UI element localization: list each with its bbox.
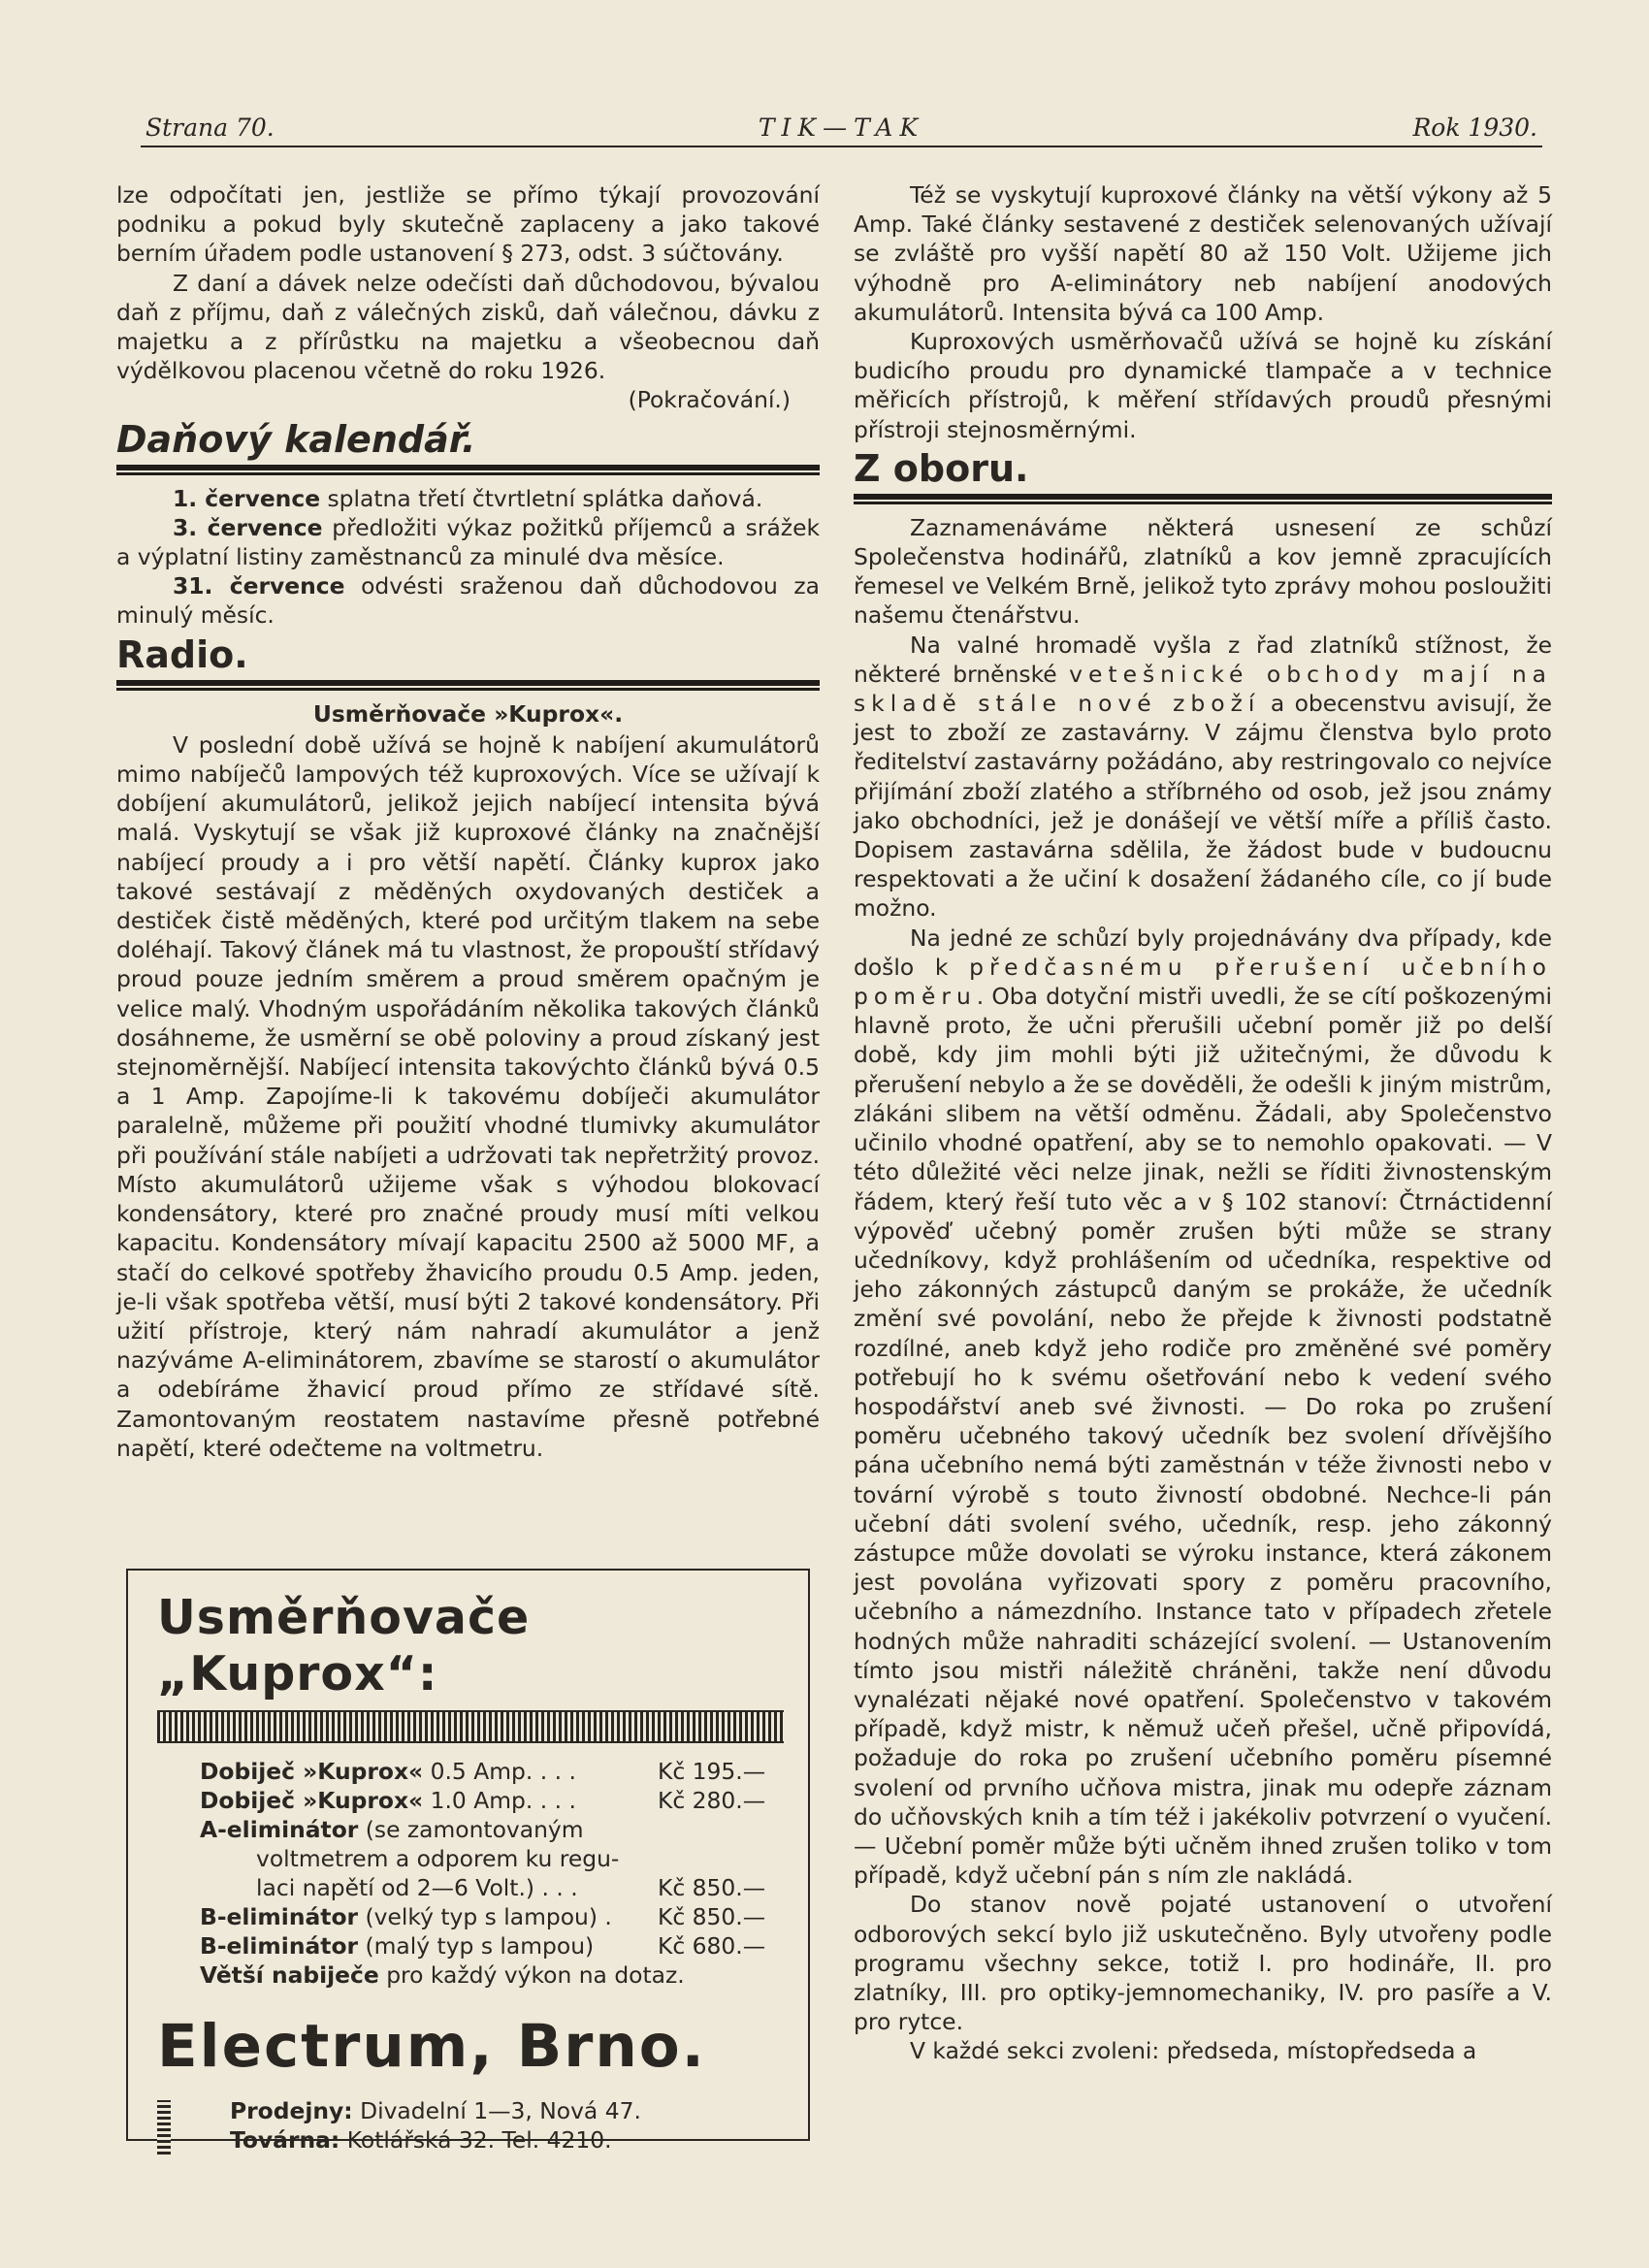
ad-row: [200, 1786, 784, 1815]
intro-paragraph-2: Z daní a dávek nelze odečísti daň důchodovou, bývalou daň z příjmu, daň z válečných zisků, daň válečnou, dávku z majetku a z přírůstku na majetku a všeobecnou daň výdělkovou placenou včetně do roku 1926.: [116, 269, 820, 385]
calendar-date: 31. července: [173, 572, 345, 600]
ad-item-name: Větší nabiječe: [200, 1961, 379, 1989]
ad-item-detail: (velký typ s lampou) .: [358, 1903, 612, 1930]
ad-item-detail: pro každý výkon na dotaz.: [378, 1961, 685, 1989]
text-span: a obecenstvu avisují, že jest to zboží ze zastavárny. V zájmu členstva bylo proto ředitelství zastavárny požádáno, aby restringovalo co nejvíce přijímání zboží zlatého a stříbrného od osob, jež jsou známy jako obchodníci, jež je donášejí ve větší míře a příliš často. Dopisem zastavárna sdělila, že žádost bude v budoucnu respektovati a že učiní k dosažení žádaného cíle, co jí bude možno.: [854, 690, 1552, 923]
ad-factory-address: Kotlářská 32. Tel. 4210.: [346, 2126, 612, 2154]
ad-item-name: B-eliminátor: [200, 1903, 359, 1930]
calendar-text: předložiti výkaz požitků příjemců a srážek a výplatní listiny zaměstnanců za minulé dva měsíce.: [116, 513, 821, 571]
ad-item-price: Kč 280.—: [658, 1787, 766, 1814]
ad-row: [200, 1873, 784, 1902]
page-header: [141, 109, 1542, 147]
emphasis-span: vetešnické obchody mají na skladě stále nové zboží: [854, 660, 1552, 718]
ad-shops-label: Prodejny:: [230, 2097, 353, 2124]
right-column: [854, 180, 1552, 2066]
ad-shops-address: Divadelní 1—3, Nová 47.: [360, 2097, 641, 2124]
ad-row: [200, 1902, 784, 1931]
right-paragraph-4: [854, 631, 1552, 923]
right-paragraph-7: V každé sekci zvoleni: předseda, místopředseda a: [910, 2037, 1477, 2065]
ad-item-price: Kč 850.—: [658, 1874, 766, 1901]
ad-factory: [230, 2125, 784, 2155]
page-number: Strana 70.: [146, 113, 275, 142]
ad-item-price: Kč 850.—: [658, 1903, 766, 1930]
ad-item-detail: (se zamontovaným: [358, 1816, 584, 1843]
ad-company-name: Electrum, Brno.: [157, 2012, 706, 2081]
calendar-text: odvésti sraženou daň důchodovou za minulý měsíc.: [116, 572, 820, 630]
ad-row: [200, 1815, 784, 1844]
ad-addresses: [157, 2096, 784, 2155]
emphasis-span: předčasnému přerušení učebního poměru: [854, 953, 1552, 1011]
ad-item-name: B-eliminátor: [200, 1932, 359, 1960]
ad-factory-label: Továrna:: [230, 2126, 340, 2154]
ad-item-detail: (malý typ s lampou): [358, 1932, 595, 1960]
radio-paragraph: V poslední době užívá se hojně k nabíjení akumulátorů mimo nabíječů lampových též kuproxových. Více se užívají k dobíjení akumulátorů, jelikož jejich nabíjecí intensita bývá malá. Vyskytují se však již kuproxové články na značnější nabíjecí proudy a i pro větší napětí. Články kuprox jako takové sestávají z měděných oxydovaných destiček a destiček čistě měděných, které pod určitým tlakem na sebe doléhají. Takový článek má tu vlastnost, že propouští střídavý proud pouze jedním směrem a proud směrem opačným je velice malý. Vhodným uspořádáním několika takových článků dosáhneme, že usměrní se obě poloviny a proud získaný jest stejnoměrnější. Nabíjecí intensita takovýchto článků bývá 0.5 a 1 Amp. Zapojíme-li k takovému dobíječi akumulátor paralelně, můžeme při použití vhodné tlumivky akumulátor při používání stále nabíjeti a udržovati tak nepřetržitý provoz. Místo akumulátorů užijeme však s výhodou blokovací kondensátory, které pro značné proudy musí míti velkou kapacitu. Kondensátory mívají kapacitu 2500 až 5000 MF, a stačí do celkové spotřeby žhavicího proudu 0.5 Amp. jeden, je-li však spotřeba větší, musí býti 2 takové kondensátory. Při užití přístroje, který nám nahradí akumulátor a jenž nazýváme A-eliminátorem, zbavíme se starostí o akumulátor a odebíráme žhavicí proud přímo ze střídavé sítě. Zamontovaným reostatem nastavíme přesně potřebné napětí, které odečteme na voltmetru.: [116, 730, 820, 1462]
ad-item-detail: 0.5 Amp. . . .: [423, 1758, 576, 1785]
advertisement: [126, 1569, 810, 2154]
ad-item-detail: voltmetrem a odporem ku regu-: [256, 1845, 620, 1872]
ad-item-name: Dobiječ »Kuprox«: [200, 1787, 424, 1814]
ad-stripe-marker: [157, 2100, 171, 2155]
intro-paragraph-1: lze odpočítati jen, jestliže se přímo týkají provozování podniku a pokud byly skutečně zaplaceny a jako takové berním úřadem podle ustanovení § 273, odst. 3 súčtovány.: [116, 181, 820, 268]
continued-note: (Pokračování.): [628, 386, 791, 414]
ad-item-detail: laci napětí od 2—6 Volt.) . . .: [256, 1874, 578, 1901]
ad-item-price: [658, 1844, 784, 1873]
calendar-date: 1. července: [173, 484, 321, 512]
ad-item-name: A-eliminátor: [200, 1816, 359, 1843]
right-paragraph-5: [854, 923, 1552, 1891]
ad-item-price: [658, 1815, 784, 1844]
right-paragraph-1: Též se vyskytují kuproxové články na větší výkony až 5 Amp. Také články sestavené z destiček selenovaných užívají se zvláště pro vyšší napětí 80 až 150 Volt. Užijeme jich výhodně pro A-eliminátory neb nabíjení anodových akumulátorů. Intensita bývá ca 100 Amp.: [854, 181, 1552, 326]
text-span: Na jedné ze schůzí byly projednávány dva případy, kde došlo k: [854, 923, 1552, 981]
heading-rule: [854, 494, 1552, 502]
left-column: [116, 180, 820, 1463]
ad-item-price: [685, 1960, 784, 1990]
right-paragraph-3: Zaznamenáváme některá usnesení ze schůzí Společenstva hodinářů, zlatníků a kov jemně zpracujících řemesel ve Velkém Brně, jelikož tyto zprávy mohou posloužiti našemu čtenářstvu.: [854, 513, 1552, 630]
ad-row: [200, 1960, 784, 1990]
right-paragraph-2: Kuproxových usměrňovačů užívá se hojně ku získání budicího proudu pro dynamické tlampače a v technice měřicích přístrojů, k měření střídavých proudů přesnými přístroji stejnosměrnými.: [854, 328, 1552, 443]
radio-heading: Radio.: [116, 632, 248, 676]
radio-subheading: Usměrňovače »Kuprox«.: [312, 699, 624, 728]
calendar-heading: Daňový kalendář.: [116, 417, 476, 461]
ad-title: Usměrňovače „Kuprox“:: [157, 1590, 531, 1701]
ad-item-price: Kč 680.—: [658, 1932, 766, 1960]
calendar-text: splatna třetí čtvrtletní splátka daňová.: [327, 484, 763, 512]
right-paragraph-6: Do stanov nově pojaté ustanovení o utvoření odborových sekcí bylo již uskutečněno. Byly utvořeny podle programu všechny sekce, totiž I. pro hodináře, II. pro zlatníky, III. pro optiky-jemnomechaniky, IV. pro pasíře a V. pro rytce.: [854, 1891, 1552, 2036]
calendar-item: [116, 484, 820, 513]
ad-row: [200, 1844, 784, 1873]
ad-row: [200, 1757, 784, 1786]
year: Rok 1930.: [1412, 113, 1537, 142]
ad-row: [200, 1931, 784, 1960]
oboru-heading: Z oboru.: [854, 446, 1029, 490]
ad-stripe-divider: [157, 1710, 784, 1743]
text-span: Na valné hromadě vyšla z řad zlatníků stížnost, že některé brněnské: [854, 631, 1552, 688]
text-span: . Oba dotyční mistři uvedli, že se cítí poškozenými hlavně proto, že učni přerušili učební poměr již po delší době, kdy jim mohli býti již užitečnými, že důvodu k přerušení nebylo a že se dověděli, že odešli k jiným mistrům, zlákáni slibem na větší odměnu. Žádali, aby Společenstvo učinilo vhodné opatření, aby se to nemohlo opakovati. — V této důležité věci nelze jinak, nežli se říditi živnostenským řádem, který řeší tuto věc a v § 102 stanoví: Čtrnáctidenní výpověď učebný poměr zrušen býti může se strany učedníkovy, když prohlášením od učedníka, respektive od jeho zákonných zástupců daným se prokáže, že učedník změní své povolání, nebo že přejde k živnosti podstatně rozdílné, aneb když jeho rodiče pro změněné své poměry potřebují ho k svému ošetřování nebo k vedení svého hospodářství aneb své živnosti. — Do roka po zrušení poměru učebného takový učedník bez svolení dřívějšího pána učebního nemá býti zaměstnán v téže živnosti nebo v tovární výrobě s touto živností obdobné. Nechce-li pán učební dáti svolení svého, učedník, resp. jeho zákonný zástupce může dovolati se výroku instance, která zákonem jest povolána vyřizovati spory z poměru pracovního, učebního a námezdního. Instance tato v případech zřetele hodných může nahraditi scházející svolení. — Ustanovením tímto jsou mistři náležitě chráněni, takže není důvodu vynalézati nějaké nové opatření. Společenstvo v takovém případě, když mistr, k němuž učeň přešel, učně připovídá, požaduje do roka po zrušení učebního poměru písemné svolení od prvního učňova mistra, jinak mu odepře záznam do učňovských knih a tím též i jakékoliv potvrzení o vyučení. — Učební poměr může býti učněm ihned zrušen toliko v tom případě, když učební pán s ním zle nakládá.: [854, 983, 1552, 1890]
heading-rule: [116, 680, 820, 688]
ad-shops: [230, 2096, 784, 2125]
magazine-title: TIK—TAK: [758, 113, 925, 142]
heading-rule: [116, 465, 820, 472]
calendar-item: [116, 513, 820, 571]
calendar-item: [116, 571, 820, 630]
calendar-date: 3. července: [173, 513, 323, 541]
ad-price-list: [200, 1757, 784, 1990]
ad-item-name: Dobiječ »Kuprox«: [200, 1758, 424, 1785]
ad-item-price: Kč 195.—: [658, 1758, 766, 1785]
ad-item-detail: 1.0 Amp. . . .: [423, 1787, 576, 1814]
